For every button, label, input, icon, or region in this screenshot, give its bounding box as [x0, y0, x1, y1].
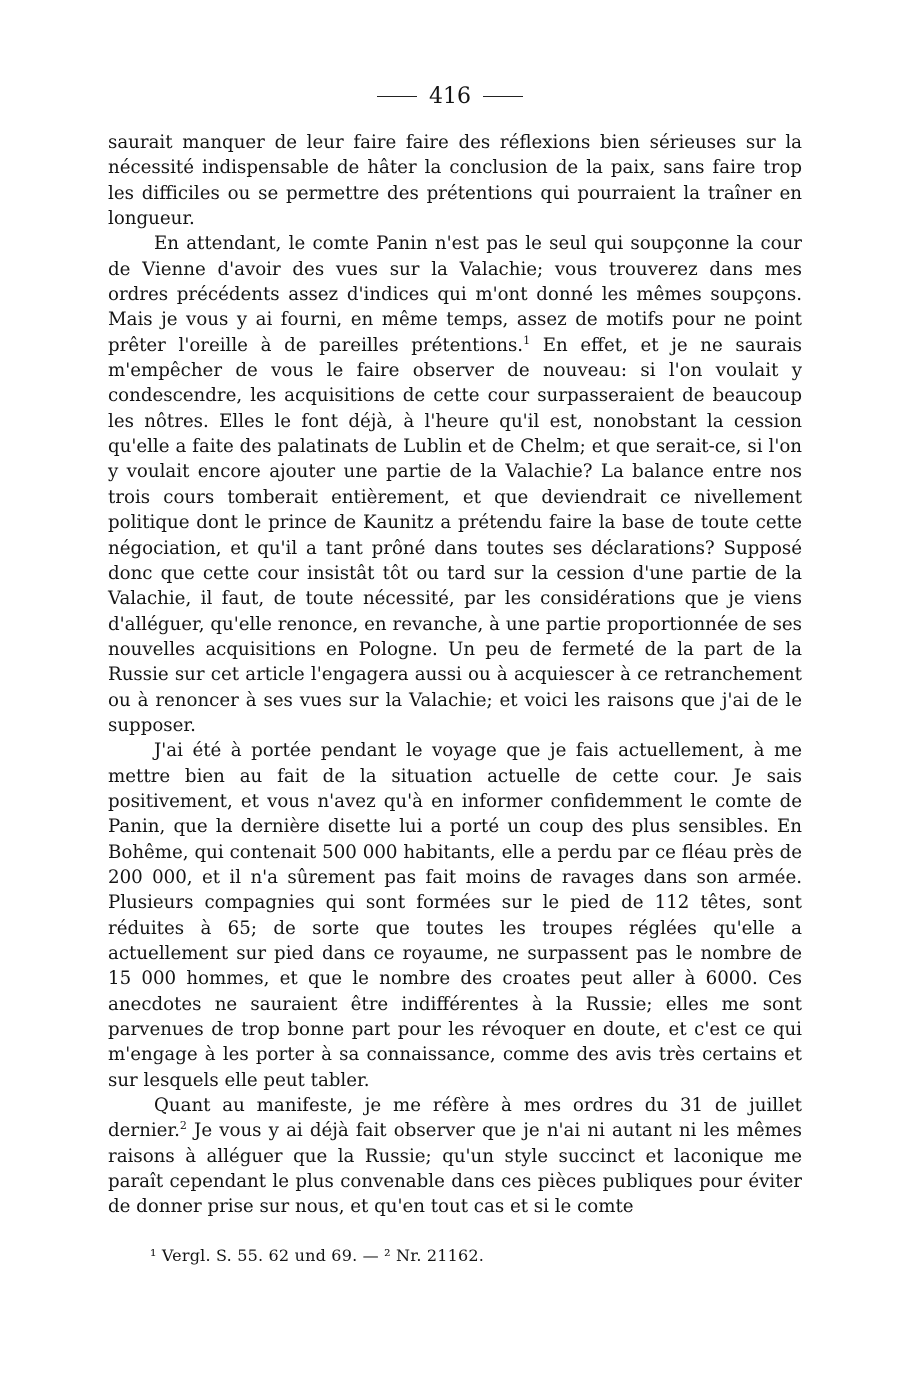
header-dash-right — [483, 96, 523, 97]
footnote: ¹ Vergl. S. 55. 62 und 69. — ² Nr. 21162. — [150, 1246, 485, 1265]
paragraph-text: En effet, et je ne saurais m'empêcher de vous le faire observer de nouveau: si l'on voulait y condescendre, les acquisitions de cette cour surpasseraient de beaucoup les nôtres. Elles le font déjà, à l'heure qu'il est, nonobstant la cession qu'elle a faite des palatinats de Lublin et de Chelm; et que serait-ce, si l'on y voulait encore ajouter une partie de la Valachie? La balance entre nos trois cours tomberait entièrement, et que deviendrait ce nivellement politique dont le prince de Kaunitz a prétendu faire la base de toute cette négociation, et qu'il a tant prôné dans toutes ses déclarations? Supposé donc que cette cour insistât tôt ou tard sur la cession d'une partie de la Valachie, il faut, de toute nécessité, par les considérations que je viens d'alléguer, qu'elle renonce, en revanche, à une partie proportionnée de ses nouvelles acquisitions en Pologne. Un peu de fermeté de la part de la Russie sur cet article l'engagera aussi ou à acquiescer à ce retranchement ou à renoncer à ses vues sur la Valachie; et voici les raisons que j'ai de le supposer. — [108, 334, 802, 736]
paragraph — [108, 130, 802, 231]
paragraph-text: Je vous y ai déjà fait observer que je n'ai ni autant ni les mêmes raisons à alléguer que la Russie; qu'un style succinct et laconique me paraît cependant le plus convenable dans ces pièces publiques pour éviter de donner prise sur nous, et qu'en tout cas et si le comte — [108, 1120, 802, 1218]
paragraph-text: En attendant, le comte Panin n'est pas le seul qui soupçonne la cour de Vienne d'avoir des vues sur la Valachie; vous trouverez dans mes ordres précédents assez d'indices qui m'ont donné les mêmes soupçons. Mais je vous y ai fourni, en même temps, assez de motifs pour ne point prêter l'oreille à de pareilles prétentions. — [108, 233, 802, 356]
paragraph — [108, 1093, 802, 1220]
paragraph-text: Quant au manifeste, je me réfère à mes ordres du 31 de juillet dernier. — [108, 1095, 802, 1142]
footnote-reference: 1 — [523, 333, 531, 347]
page-number: 416 — [429, 84, 471, 109]
header-dash-left — [377, 96, 417, 97]
page-header — [0, 84, 900, 109]
paragraph — [108, 231, 802, 738]
paragraph-text: saurait manquer de leur faire faire des réflexions bien sérieuses sur la nécessité indispensable de hâter la conclusion de la paix, sans faire trop les difficiles ou se permettre des prétentions qui pourraient la traîner en longueur. — [108, 132, 802, 230]
body-text — [108, 130, 802, 1220]
footnote-reference: 2 — [179, 1119, 187, 1133]
paragraph — [108, 738, 802, 1093]
paragraph-text: J'ai été à portée pendant le voyage que je fais actuellement, à me mettre bien au fait de la situation actuelle de cette cour. Je sais positivement, et vous n'avez qu'à en informer confidemment le comte de Panin, que la dernière disette lui a porté un coup des plus sensibles. En Bohême, qui contenait 500 000 habitants, elle a perdu par ce fléau près de 200 000, et il n'a sûrement pas fait moins de ravages dans son armée. Plusieurs compagnies qui sont formées sur le pied de 112 têtes, sont réduites à 65; de sorte que toutes les troupes réglées qu'elle a actuellement sur pied dans ce royaume, ne surpassent pas le nombre de 15 000 hommes, et que le nombre des croates peut aller à 6000. Ces anecdotes ne sauraient être indifférentes à la Russie; elles me sont parvenues de trop bonne part pour les révoquer en doute, et c'est ce qui m'engage à les porter à sa connaissance, comme des avis très certains et sur lesquels elle peut tabler. — [108, 740, 802, 1091]
